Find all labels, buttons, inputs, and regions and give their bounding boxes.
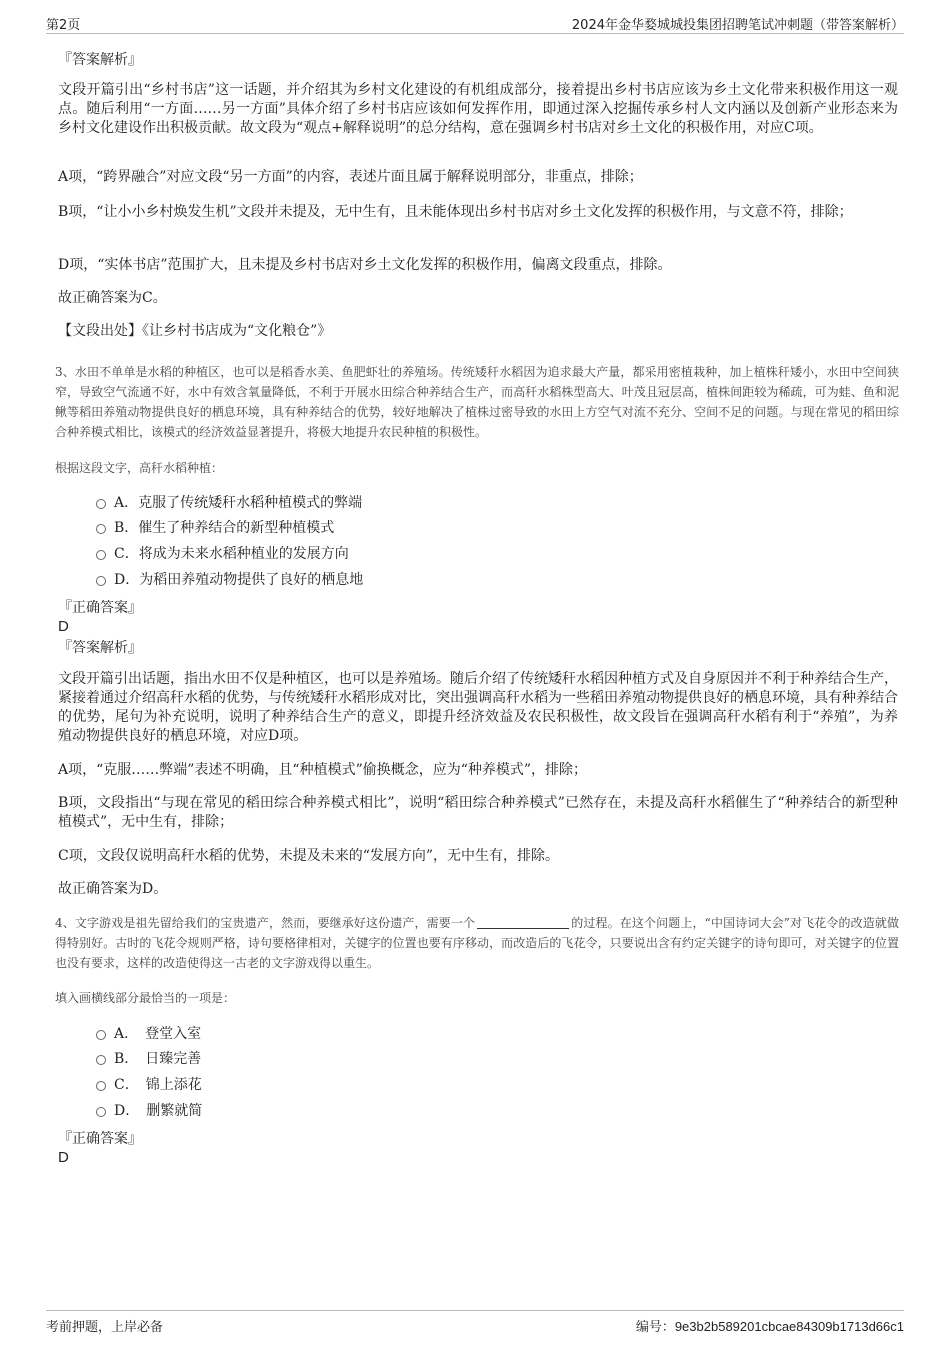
- radio-button[interactable]: [96, 550, 106, 560]
- q3-analysis-text: 文段开篇引出话题，指出水田不仅是种植区，也可以是养殖场。随后介绍了传统矮秆水稻因种植方式及自身原因并不利于种养结合生产，紧接着通过介绍高秆水稻的优势，与传统矮秆水稻形成对比，突出强调高秆水稻为一些稻田养殖动物提供良好的栖息环境，具有种养结合的优势，尾句为补充说明，说明了种养结合生产的意义，即提升经济效益及农民积极性，故文段旨在强调高秆水稻有利于“养殖”，为养殖动物提供良好的栖息环境，对应D项。: [58, 671, 898, 744]
- q4-answer-label: 『正确答案』: [58, 1131, 142, 1147]
- q3-option-c[interactable]: C．将成为未来水稻种植业的发展方向: [96, 544, 349, 564]
- radio-button[interactable]: [96, 1055, 106, 1065]
- page-footer: [46, 1310, 904, 1335]
- q2-analysis-text: 文段开篇引出“乡村书店”这一话题，并介绍其为乡村文化建设的有机组成部分，接着提出乡村书店应该为乡土文化带来积极作用这一观点。随后利用“一方面……另一方面”具体介绍了乡村书店应该如何发挥作用，即通过深入挖掘传承乡村人文内涵以及创新产业形态来为乡村文化建设作出积极贡献。故文段为“观点+解释说明”的总分结构，意在强调乡村书店对乡土文化的积极作用，对应C项。: [58, 82, 898, 136]
- q3-option-a-analysis: A项，“克服……弊端”表述不明确，且“种植模式”偷换概念，应为“种养模式”，排除；: [58, 762, 588, 778]
- q3-prompt: 根据这段文字，高秆水稻种植：: [55, 461, 224, 475]
- q2-conclusion: 故正确答案为C。: [58, 290, 167, 306]
- radio-button[interactable]: [96, 1081, 106, 1091]
- q4-option-d[interactable]: D． 删繁就简: [96, 1101, 202, 1121]
- document-code: 编号：9e3b2b589201cbcae84309b1713d66c1: [635, 1319, 904, 1335]
- radio-button[interactable]: [96, 499, 106, 509]
- radio-button[interactable]: [96, 576, 106, 586]
- q3-answer: D: [58, 618, 69, 635]
- radio-button[interactable]: [96, 1107, 106, 1117]
- radio-button[interactable]: [96, 1030, 106, 1040]
- q3-option-d[interactable]: D．为稻田养殖动物提供了良好的栖息地: [96, 570, 363, 590]
- q2-source: 【文段出处】《让乡村书店成为“文化粮仓”》: [58, 323, 332, 339]
- q2-option-a-analysis: A项，“跨界融合”对应文段“另一方面”的内容，表述片面且属于解释说明部分，非重点，排除；: [58, 169, 643, 185]
- q3-answer-label: 『正确答案』: [58, 600, 142, 616]
- q4-option-b[interactable]: B． 日臻完善: [96, 1049, 201, 1069]
- q4-answer: D: [58, 1149, 69, 1166]
- q4-option-c[interactable]: C． 锦上添花: [96, 1075, 202, 1095]
- radio-button[interactable]: [96, 524, 106, 534]
- q3-analysis-label: 『答案解析』: [58, 640, 142, 656]
- fill-blank: [477, 916, 569, 929]
- q2-option-d-analysis: D项，“实体书店”范围扩大，且未提及乡村书店对乡土文化发挥的积极作用，偏离文段重点，排除。: [58, 257, 672, 273]
- page-number: 第2页: [46, 18, 81, 33]
- q3-option-c-analysis: C项，文段仅说明高秆水稻的优势，未提及未来的“发展方向”，无中生有，排除。: [58, 848, 560, 864]
- q3-option-b-analysis: B项，文段指出“与现在常见的稻田综合种养模式相比”，说明“稻田综合种养模式”已然存在，未提及高秆水稻催生了“种养结合的新型种植模式”，无中生有，排除；: [58, 795, 898, 830]
- q3-conclusion: 故正确答案为D。: [58, 881, 168, 897]
- q3-option-b[interactable]: B．催生了种养结合的新型种植模式: [96, 518, 334, 538]
- footer-slogan: 考前押题，上岸必备: [46, 1320, 164, 1335]
- document-title: 2024年金华婺城城投集团招聘笔试冲刺题（带答案解析）: [571, 18, 904, 33]
- q4-question-text: 4、文字游戏是祖先留给我们的宝贵遗产，然而，要继承好这份遗产，需要一个 的过程。在这个问题上，“中国诗词大会”对飞花令的改造就做得特别好。古时的飞花令规则严格，诗句要格律相对，关键字的位置也要有序移动，而改造后的飞花令，只要说出含有约定关键字的诗句即可，对关键字的位置也没有要求，这样的改造使得这一古老的文字游戏得以重生。: [55, 916, 900, 970]
- page-header: [46, 13, 904, 34]
- q3-question-text: 3、水田不单单是水稻的种植区，也可以是稻香水美、鱼肥虾壮的养殖场。传统矮秆水稻因为追求最大产量，都采用密植栽种，加上植株秆矮小，水田中空间狭窄，导致空气流通不好，水中有效含氧量降低，不利于开展水田综合种养结合生产，而高秆水稻株型高大、叶茂且冠层高，植株间距较为稀疏，可为蛙、鱼和泥鳅等稻田养殖动物提供良好的栖息环境，具有种养结合的优势，较好地解决了植株过密导致的水田上方空气对流不充分、空间不足的问题。与现在常见的稻田综合种养模式相比，该模式的经济效益显著提升，将极大地提升农民种植的积极性。: [55, 365, 899, 439]
- q2-option-b-analysis: B项，“让小小乡村焕发生机”文段并未提及，无中生有，且未能体现出乡村书店对乡土文化发挥的积极作用，与文意不符，排除；: [58, 204, 853, 220]
- q3-option-a[interactable]: A．克服了传统矮秆水稻种植模式的弊端: [96, 493, 362, 513]
- q4-option-a[interactable]: A． 登堂入室: [96, 1024, 201, 1044]
- q4-prompt: 填入画横线部分最恰当的一项是：: [55, 991, 236, 1005]
- q2-analysis-label: 『答案解析』: [58, 52, 142, 68]
